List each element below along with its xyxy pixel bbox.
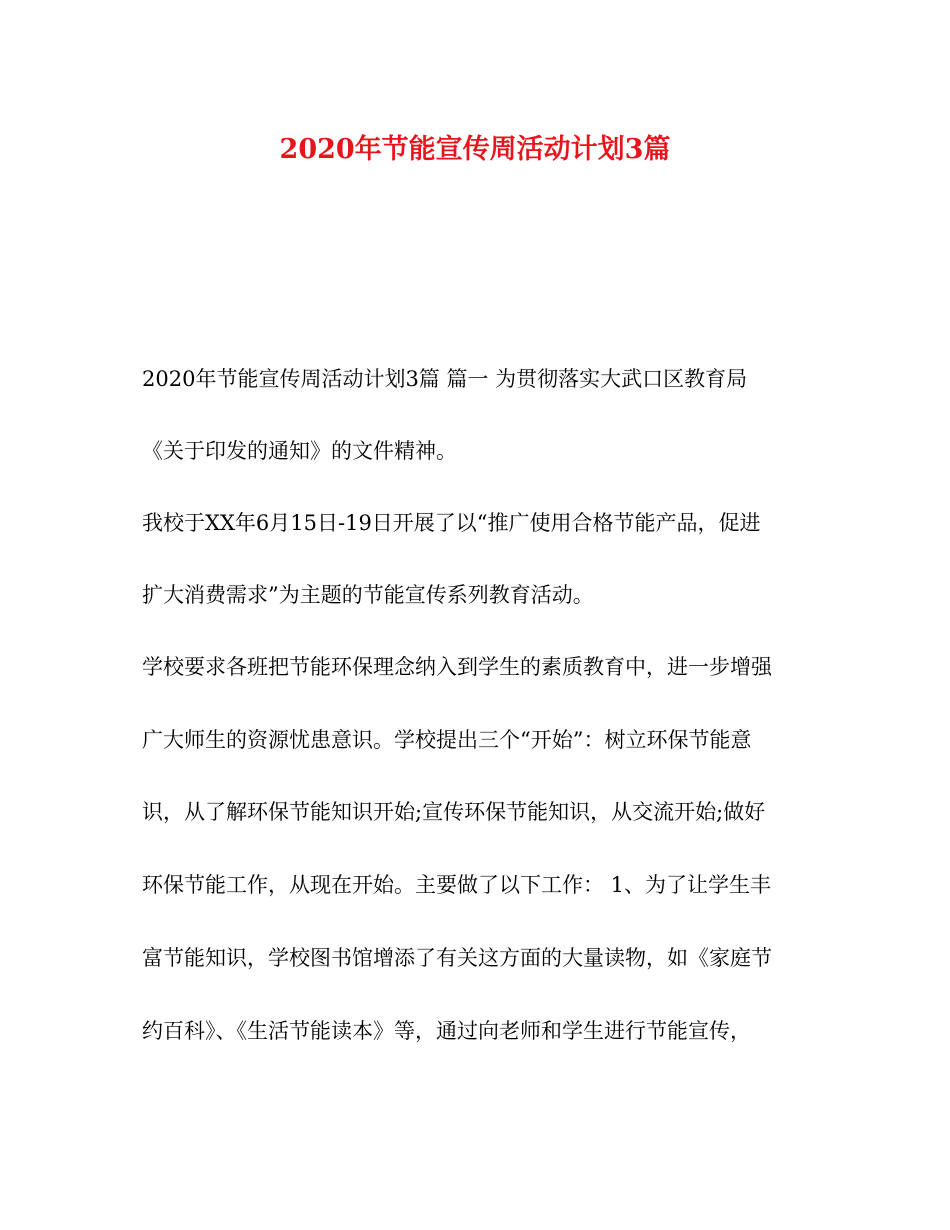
document-title: 2020年节能宣传周活动计划3篇 (279, 134, 671, 165)
body-line: 扩大消费需求”为主题的节能宣传系列教育活动。 (142, 583, 594, 607)
body-line: 识，从了解环保节能知识开始;宣传环保节能知识，从交流开始;做好 (142, 800, 766, 824)
body-line: 环保节能工作，从现在开始。主要做了以下工作： 1、为了让学生丰 (142, 873, 772, 897)
body-line: 2020年节能宣传周活动计划3篇 篇一 为贯彻落实大武口区教育局 (142, 367, 748, 391)
body-line: 广大师生的资源忧患意识。学校提出三个“开始”：树立环保节能意 (142, 728, 752, 752)
body-line: 约百科》、《生活节能读本》等，通过向老师和学生进行节能宣传， (142, 1019, 751, 1043)
body-line: 学校要求各班把节能环保理念纳入到学生的素质教育中，进一步增强 (142, 655, 772, 679)
body-line: 富节能知识，学校图书馆增添了有关这方面的大量读物，如《家庭节 (142, 946, 772, 970)
body-line: 我校于XX年6月15日-19日开展了以“推广使用合格节能产品，促进 (142, 511, 761, 535)
body-line: 《关于印发的通知》的文件精神。 (142, 439, 457, 463)
